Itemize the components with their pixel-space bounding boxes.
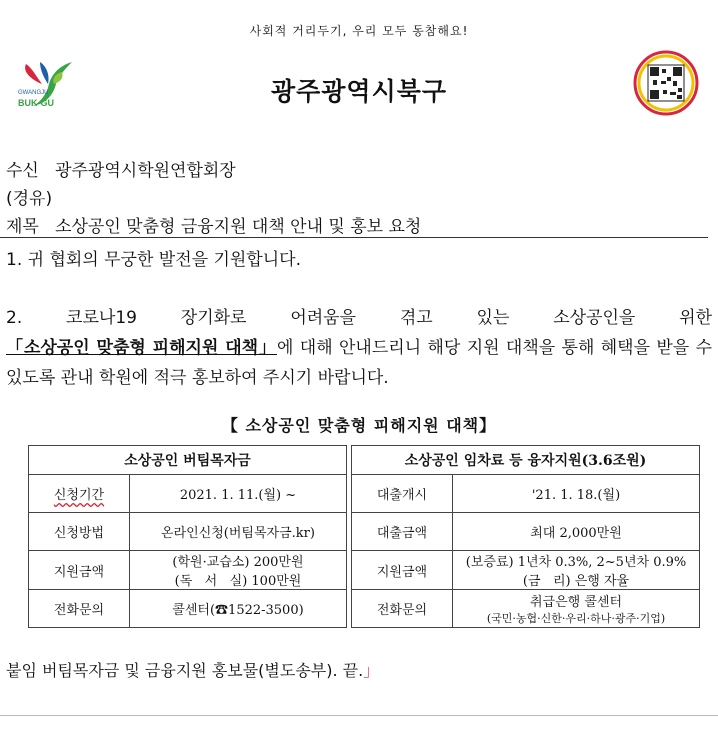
cell-value-line: 취급은행 콜센터 (529, 595, 623, 610)
table-row (29, 590, 700, 628)
via-line: (경유) (6, 189, 53, 209)
to-value: 광주광역시학원연합회장 (55, 161, 236, 181)
p2-bold: 「소상공인 맞춤형 피해지원 대책」 (6, 338, 278, 358)
cell-label: 신청기간 (53, 488, 105, 503)
cell-label: 지원금액 (29, 551, 130, 590)
cell-label: 전화문의 (352, 590, 453, 628)
cell-value-line: (금 리) 은행 자율 (522, 574, 630, 589)
to-label: 수신 (6, 161, 39, 181)
cell-value: 온라인신청(버팀목자금.kr) (130, 513, 347, 551)
cell-value-line: (독 서 실) 100만원 (174, 574, 302, 589)
cell-value: 콜센터(☎1522-3500) (130, 590, 347, 628)
subject-line (6, 212, 421, 237)
cell-value-line: (보증료) 1년차 0.3%, 2~5년차 0.9% (465, 555, 687, 570)
paragraph-2 (6, 303, 712, 393)
qr-seal-icon (633, 50, 699, 116)
cell-label: 대출개시 (352, 475, 453, 513)
logo-text-bottom: BUK-GU (18, 98, 54, 108)
subject-label: 제목 (6, 217, 39, 237)
logo-text-top: GWANGJU (18, 90, 49, 96)
header-divider (0, 237, 708, 238)
cell-value (453, 590, 700, 628)
table-title: 【 소상공인 맞춤형 피해지원 대책】 (221, 416, 497, 435)
organization-title: 광주광역시북구 (270, 77, 448, 106)
table-row (29, 513, 700, 551)
support-table (28, 445, 700, 628)
attachment-text: 붙임 버팀목자금 및 금융지원 홍보물(별도송부). 끝. (6, 661, 364, 680)
paragraph-1: 1. 귀 협회의 무궁한 발전을 기원합니다. (6, 250, 301, 270)
cell-value: 2021. 1. 11.(월) ~ (130, 475, 347, 513)
cell-value (453, 551, 700, 590)
p2-suffix: 에 대해 안내드리니 해당 지원 대책을 통해 혜택을 받을 수 있도록 관내 학원에 적극 홍보하여 주시기 바랍니다. (6, 338, 712, 388)
table-row (29, 551, 700, 590)
cell-label: 신청방법 (29, 513, 130, 551)
cell-label: 대출금액 (352, 513, 453, 551)
end-mark-icon: 」 (363, 661, 380, 680)
p2-prefix: 2. 코로나19 장기화로 어려움을 겪고 있는 소상공인을 위한 (6, 308, 712, 328)
attachment-line (6, 658, 379, 681)
cell-value (130, 551, 347, 590)
cell-value-line: (학원·교습소) 200만원 (172, 555, 304, 570)
slogan: 사회적 거리두기, 우리 모두 동참해요! (249, 24, 469, 38)
subject-value: 소상공인 맞춤형 금융지원 대책 안내 및 홍보 요청 (55, 217, 422, 237)
right-header: 소상공인 임차료 등 융자지원(3.6조원) (352, 446, 700, 475)
cell-value: 최대 2,000만원 (453, 513, 700, 551)
table-row (29, 475, 700, 513)
cell-value: '21. 1. 18.(월) (453, 475, 700, 513)
page-bottom-divider (0, 715, 718, 716)
cell-label: 지원금액 (352, 551, 453, 590)
recipient-line (6, 156, 236, 181)
cell-value-line: (국민·농협·신한·우리·하나·광주·기업) (486, 612, 666, 625)
left-header: 소상공인 버팀목자금 (29, 446, 347, 475)
cell-label: 전화문의 (29, 590, 130, 628)
